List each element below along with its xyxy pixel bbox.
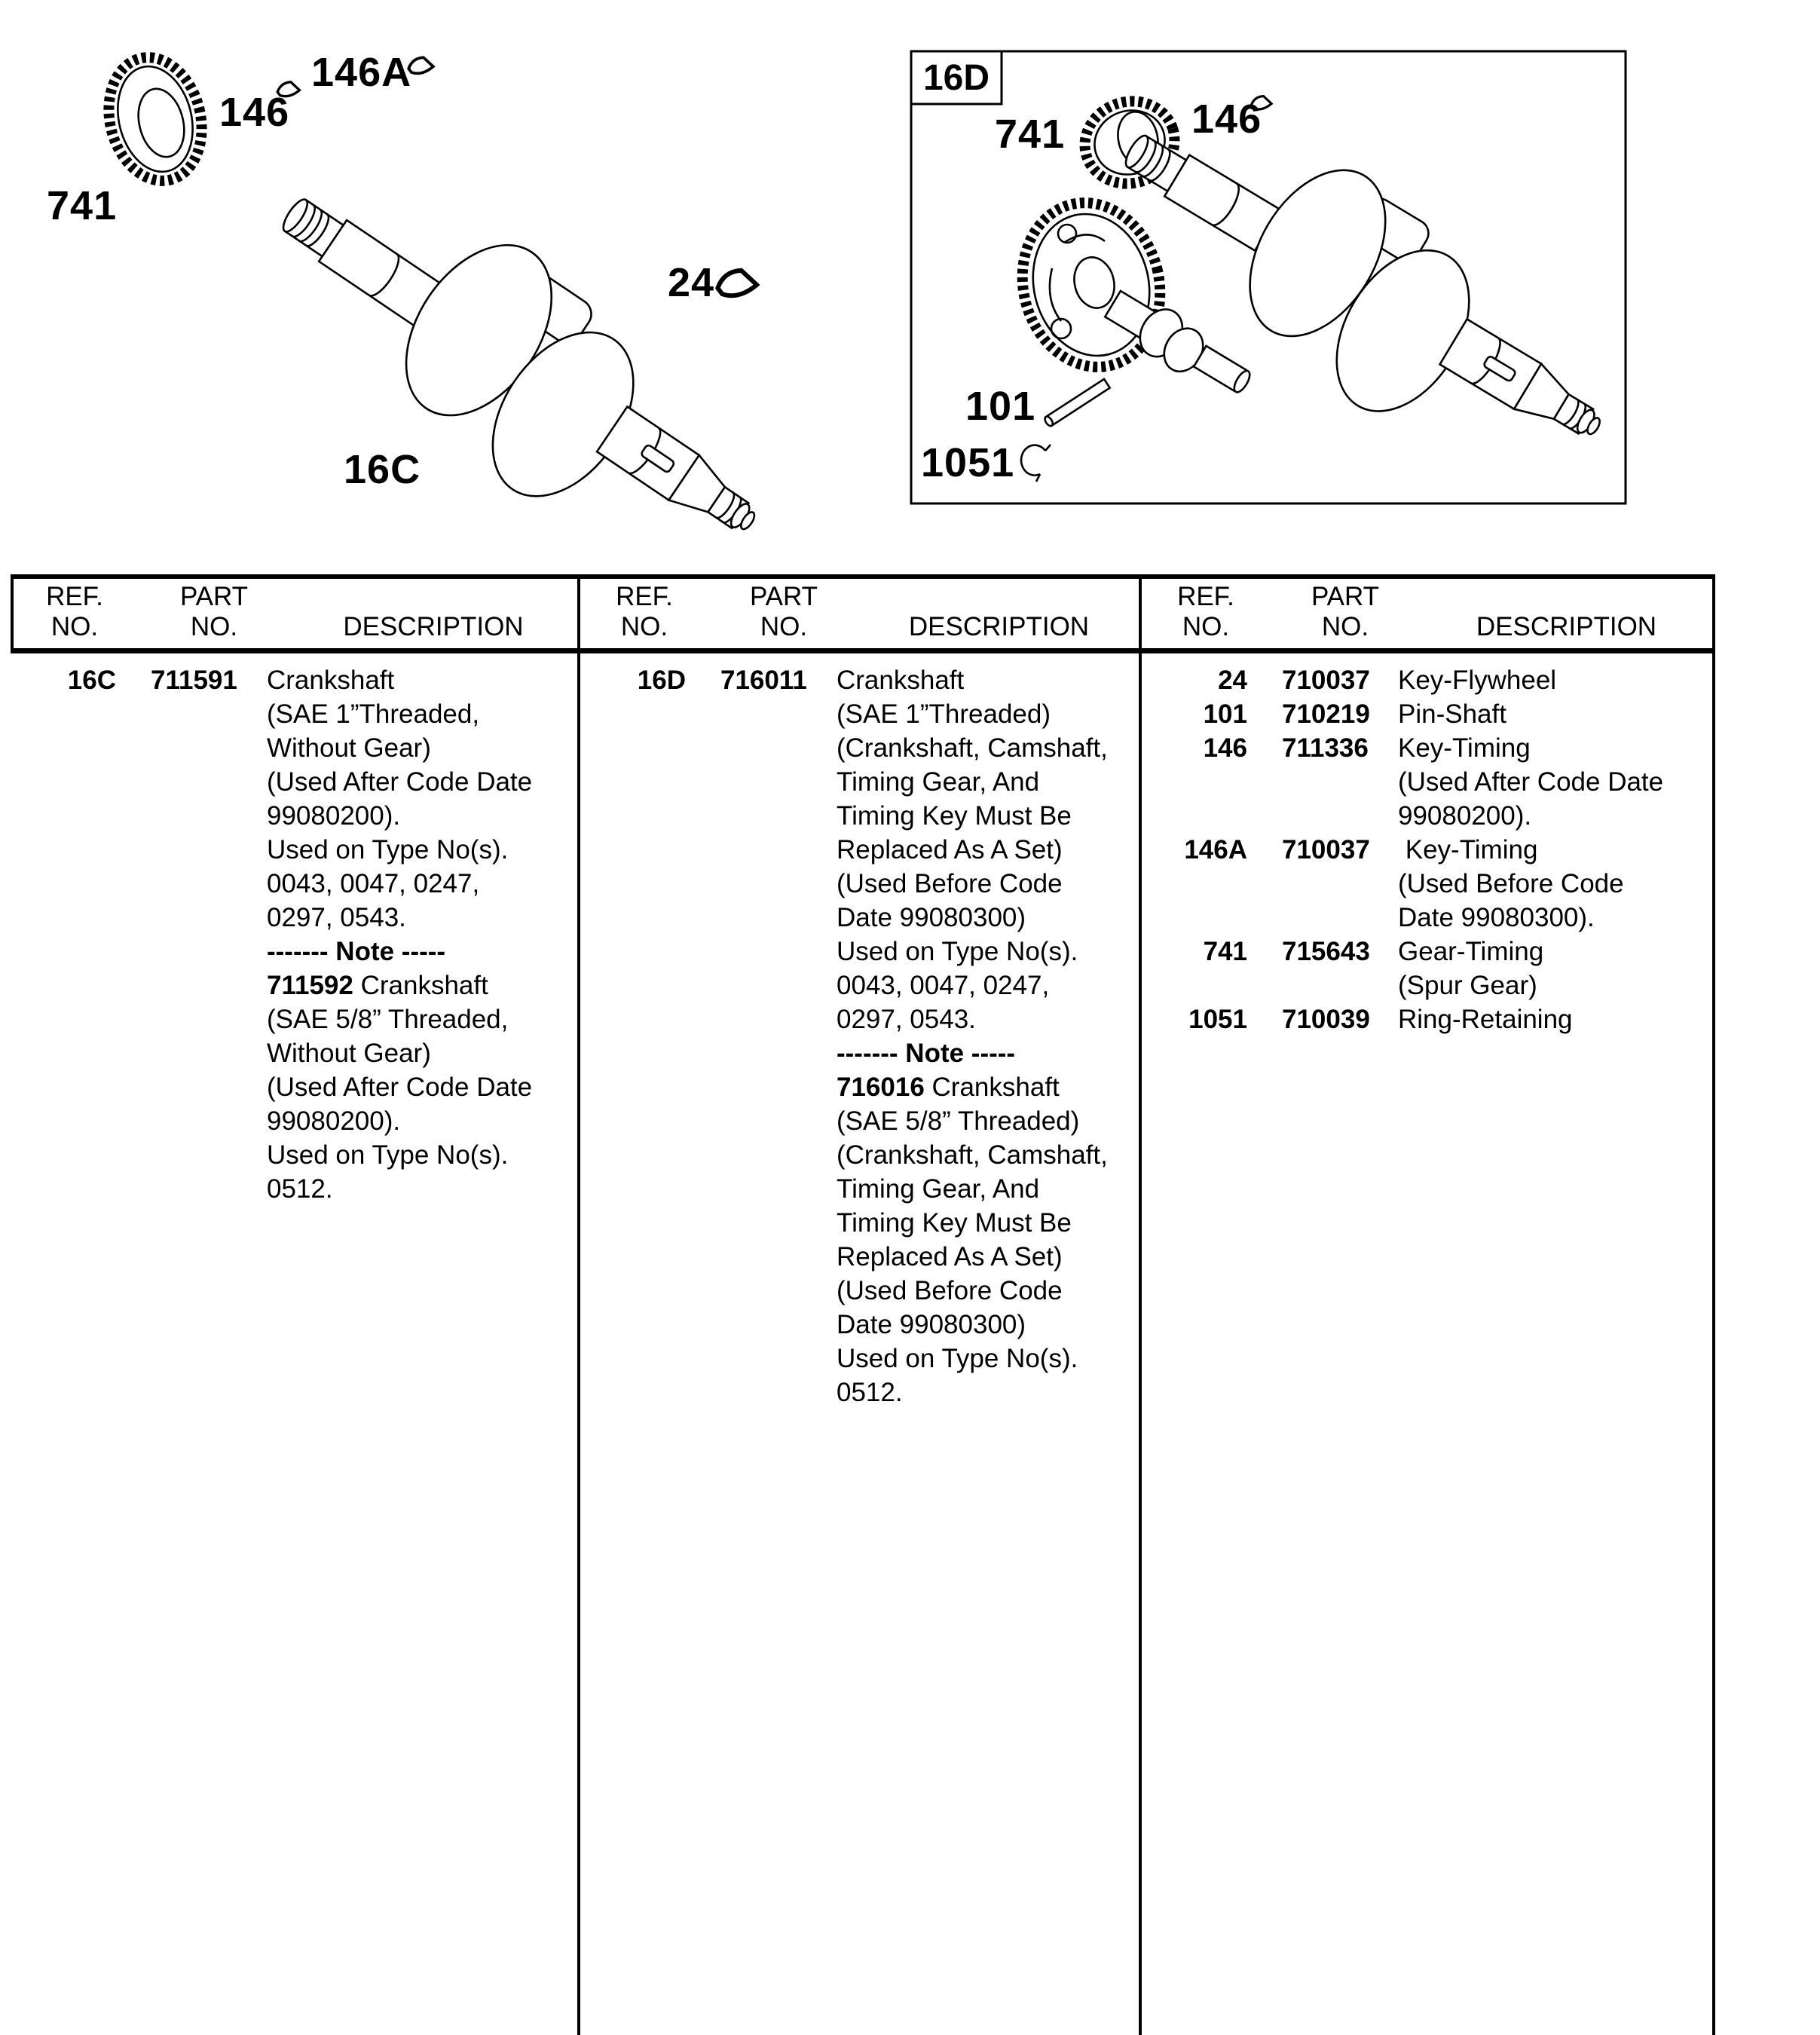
description-segment: (Used Before Code <box>837 869 1063 898</box>
description-line <box>267 731 577 765</box>
entry-description <box>1398 833 1712 935</box>
description-segment: (Used Before Code <box>837 1276 1063 1305</box>
header-ref: REF. <box>1177 582 1234 611</box>
description-line <box>837 1308 1139 1342</box>
description-line <box>837 731 1139 765</box>
diagram-label-16d: 16D <box>922 57 990 98</box>
description-line <box>267 1138 577 1172</box>
table-entry <box>1142 1002 1712 1036</box>
header-description: DESCRIPTION <box>1476 612 1657 641</box>
description-segment: Used on Type No(s). <box>837 1344 1078 1373</box>
description-line <box>837 1070 1139 1104</box>
description-line <box>267 697 577 731</box>
description-bold-segment: 716016 <box>837 1073 925 1102</box>
shaft-pin-101-icon <box>1044 379 1110 427</box>
description-segment: (Crankshaft, Camshaft, <box>837 733 1108 763</box>
description-line <box>1398 1002 1712 1036</box>
description-segment: Date 99080300). <box>1398 903 1595 932</box>
description-segment: (SAE 5/8” Threaded, <box>267 1005 509 1034</box>
entry-description <box>1398 731 1712 833</box>
description-segment: Used on Type No(s). <box>267 1140 509 1170</box>
header-left-border <box>11 574 14 653</box>
description-segment: (Crankshaft, Camshaft, <box>837 1140 1108 1170</box>
description-segment: Crankshaft <box>924 1073 1060 1102</box>
header-row <box>580 582 1139 612</box>
description-line <box>267 1002 577 1036</box>
table-entry <box>11 663 577 1206</box>
entry-description <box>1398 697 1712 731</box>
timing-key-146a-icon <box>408 56 435 75</box>
description-line <box>837 1206 1139 1240</box>
header-ref: NO. <box>620 612 668 641</box>
parts-column-2 <box>580 579 1142 2035</box>
entry-ref-no: 146 <box>1203 733 1247 763</box>
description-segment: (SAE 5/8” Threaded) <box>837 1106 1080 1136</box>
entry-ref-no: 146A <box>1184 835 1247 864</box>
description-line <box>837 935 1139 969</box>
description-line <box>267 901 577 935</box>
description-line <box>267 935 577 969</box>
header-description <box>1421 582 1712 612</box>
description-segment: Date 99080300) <box>837 903 1026 932</box>
table-entry <box>1142 935 1712 1002</box>
table-entry <box>1142 697 1712 731</box>
description-segment: (Spur Gear) <box>1398 971 1537 1000</box>
description-segment: (Used After Code Date <box>267 1073 533 1102</box>
description-line <box>1398 697 1712 731</box>
description-segment: Pin-Shaft <box>1398 699 1506 729</box>
entry-part-no: 715643 <box>1282 937 1370 966</box>
entry-description <box>1398 935 1712 1002</box>
entry-description <box>837 663 1139 1409</box>
description-line <box>1398 663 1712 697</box>
description-segment: Replaced As A Set) <box>837 1242 1063 1271</box>
entry-part-no: 710037 <box>1282 835 1370 864</box>
description-segment: Gear-Timing <box>1398 937 1544 966</box>
description-segment: (Used After Code Date <box>1398 767 1664 797</box>
parts-table <box>11 574 1715 2035</box>
description-segment: 0512. <box>837 1378 903 1407</box>
parts-column-1 <box>11 579 580 2035</box>
description-line <box>1398 833 1712 867</box>
description-segment: Key-Timing <box>1398 835 1538 864</box>
description-segment: Timing Key Must Be <box>837 1208 1072 1238</box>
description-line <box>267 969 577 1002</box>
crankshaft-16c-drawing <box>231 127 808 558</box>
header-row <box>1142 582 1712 612</box>
header-bottom-rule <box>11 648 1715 653</box>
description-segment: (SAE 1”Threaded, <box>267 699 480 729</box>
parts-column-3 <box>1142 579 1715 2035</box>
description-line <box>1398 867 1712 901</box>
description-line <box>267 765 577 799</box>
entry-description <box>1398 1002 1712 1036</box>
table-entry <box>1142 663 1712 697</box>
description-line <box>837 1274 1139 1308</box>
description-line <box>1398 935 1712 969</box>
description-segment: Key-Timing <box>1398 733 1531 763</box>
exploded-view-diagrams <box>0 0 1820 558</box>
part-label-1051: 1051 <box>921 440 1015 485</box>
description-segment: Ring-Retaining <box>1398 1005 1573 1034</box>
description-line <box>837 969 1139 1002</box>
header-part: NO. <box>1321 612 1369 641</box>
header-description: DESCRIPTION <box>908 612 1090 641</box>
description-line <box>267 867 577 901</box>
description-line <box>1398 799 1712 833</box>
description-line <box>1398 731 1712 765</box>
table-entry <box>1142 833 1712 935</box>
description-line <box>837 1240 1139 1274</box>
part-label-146a: 146A <box>311 50 412 95</box>
description-line <box>837 1104 1139 1138</box>
description-segment: Crankshaft <box>837 666 965 695</box>
entry-ref-no: 24 <box>1218 666 1247 695</box>
entry-part-no: 710219 <box>1282 699 1370 729</box>
description-segment: Used on Type No(s). <box>267 835 509 864</box>
description-bold-segment: ------- Note ----- <box>267 937 446 966</box>
header-part: PART <box>1311 582 1380 611</box>
column-header <box>580 579 1139 648</box>
description-line <box>837 1376 1139 1409</box>
header-row <box>11 582 577 612</box>
description-line <box>1398 901 1712 935</box>
description-line <box>267 1036 577 1070</box>
part-label-741-right: 741 <box>995 112 1066 157</box>
entry-ref-no: 16C <box>67 666 116 695</box>
header-ref: REF. <box>46 582 103 611</box>
table-entry <box>580 663 1139 1409</box>
entry-ref-no: 16D <box>637 666 686 695</box>
description-line <box>837 833 1139 867</box>
description-line <box>267 1070 577 1104</box>
description-line <box>267 799 577 833</box>
description-segment: Crankshaft <box>353 971 488 1000</box>
description-bold-segment: 711592 <box>267 971 353 1000</box>
description-segment: Key-Flywheel <box>1398 666 1557 695</box>
table-entry <box>1142 731 1712 833</box>
header-part: NO. <box>760 612 808 641</box>
part-label-24: 24 <box>668 260 715 305</box>
parts-table-columns <box>11 579 1715 2035</box>
description-segment: 0043, 0047, 0247, <box>267 869 480 898</box>
retaining-ring-1051-icon <box>1021 445 1051 482</box>
header-ref: NO. <box>1182 612 1230 641</box>
description-line <box>267 1172 577 1206</box>
description-line <box>837 799 1139 833</box>
header-row <box>11 612 577 642</box>
part-label-101: 101 <box>965 384 1036 429</box>
entry-part-no: 710039 <box>1282 1005 1370 1034</box>
description-segment: Timing Key Must Be <box>837 801 1072 831</box>
description-line <box>837 901 1139 935</box>
description-line <box>837 697 1139 731</box>
description-line <box>837 1342 1139 1376</box>
description-bold-segment: ------- Note ----- <box>837 1039 1016 1068</box>
header-description <box>289 582 577 612</box>
header-ref: REF. <box>616 582 673 611</box>
description-segment: 0297, 0543. <box>837 1005 976 1034</box>
description-segment: Without Gear) <box>267 1039 431 1068</box>
description-segment: 99080200). <box>1398 801 1532 831</box>
header-description <box>859 582 1139 612</box>
part-label-146-right: 146 <box>1191 96 1262 142</box>
column-body <box>11 648 577 1206</box>
description-segment: 0043, 0047, 0247, <box>837 971 1050 1000</box>
description-line <box>267 663 577 697</box>
description-segment: Replaced As A Set) <box>837 835 1063 864</box>
entry-description <box>267 663 577 1206</box>
camshaft-shaft-drawing <box>1100 283 1259 406</box>
description-segment: 0512. <box>267 1174 333 1204</box>
entry-description <box>1398 663 1712 697</box>
description-line <box>837 1036 1139 1070</box>
entry-part-no: 711591 <box>151 666 237 695</box>
description-segment: Without Gear) <box>267 733 431 763</box>
header-part: PART <box>749 582 818 611</box>
description-segment: Crankshaft <box>267 666 395 695</box>
description-segment: 99080200). <box>267 801 401 831</box>
description-line <box>837 663 1139 697</box>
column-header <box>11 579 577 648</box>
entry-part-no: 716011 <box>720 666 807 695</box>
description-segment: 0297, 0543. <box>267 903 406 932</box>
description-segment: Timing Gear, And <box>837 1174 1040 1204</box>
header-part: PART <box>179 582 249 611</box>
description-segment: (SAE 1”Threaded) <box>837 699 1051 729</box>
header-row <box>580 612 1139 642</box>
description-line <box>837 1172 1139 1206</box>
entry-part-no: 710037 <box>1282 666 1370 695</box>
description-line <box>1398 969 1712 1002</box>
part-label-16c: 16C <box>344 447 421 492</box>
header-description: DESCRIPTION <box>343 612 524 641</box>
description-segment: (Used After Code Date <box>267 767 533 797</box>
description-line <box>267 833 577 867</box>
header-ref: NO. <box>50 612 99 641</box>
flywheel-key-24-icon <box>717 268 758 299</box>
column-body <box>580 648 1139 1409</box>
part-label-741-left: 741 <box>47 183 118 228</box>
header-part: NO. <box>190 612 238 641</box>
description-segment: Date 99080300) <box>837 1310 1026 1339</box>
description-segment: Used on Type No(s). <box>837 937 1078 966</box>
description-line <box>267 1104 577 1138</box>
description-line <box>837 1138 1139 1172</box>
description-line <box>837 765 1139 799</box>
description-line <box>837 1002 1139 1036</box>
description-segment: 99080200). <box>267 1106 401 1136</box>
description-line <box>1398 765 1712 799</box>
description-segment: (Used Before Code <box>1398 869 1624 898</box>
part-label-146-left: 146 <box>219 90 290 135</box>
entry-ref-no: 101 <box>1203 699 1247 729</box>
timing-gear-741-left-drawing <box>96 47 215 191</box>
entry-part-no: 711336 <box>1282 733 1369 763</box>
entry-ref-no: 741 <box>1203 937 1247 966</box>
header-row <box>1142 612 1712 642</box>
description-line <box>837 867 1139 901</box>
column-header <box>1142 579 1712 648</box>
column-body <box>1142 648 1712 1036</box>
description-segment: Timing Gear, And <box>837 767 1040 797</box>
entry-ref-no: 1051 <box>1188 1005 1247 1034</box>
